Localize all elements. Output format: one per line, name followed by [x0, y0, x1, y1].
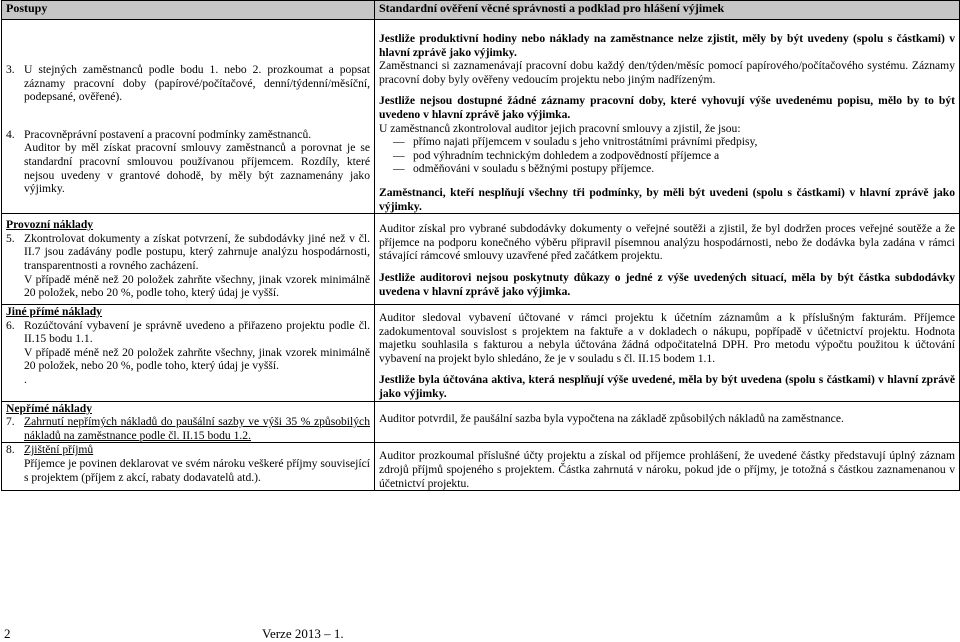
item-text: Příjemce je povinen deklarovat ve svém nároku veškeré příjmy související s projektem (příjem z akcí, rabaty dodavatelů atd.).	[24, 457, 370, 484]
item-number: 4.	[6, 127, 15, 141]
item-text: V případě méně než 20 položek zahrňte všechny, jinak vzorek minimálně 20 položek, nebo 20 %, podle toho, který údaj je vyšší.	[24, 345, 370, 373]
verification-text: Zaměstnanci si zaznamenávají pracovní dobu každý den/týden/měsíc pomocí papírového/počítačového systému. Záznamy pracovní doby byly ověřeny vedoucím projektu nebo jiným nadřízeným.	[379, 59, 955, 86]
left-cell-3-4	[2, 20, 375, 214]
item-dot: .	[24, 373, 27, 387]
procedures-table	[1, 0, 960, 491]
item-text: Auditor by měl získat pracovní smlouvy zaměstnanců a porovnat je se standardní pracovní smlouvou používanou příjemcem. Rozdíly, které nejsou uvedeny v grantové dohodě, by měly být zaznamenány jako výjimky.	[24, 141, 370, 196]
item-number: 8.	[6, 443, 15, 457]
item-title: Zjištění příjmů	[24, 443, 94, 457]
list-item	[6, 319, 370, 346]
bullet-item	[379, 149, 955, 163]
verification-text: Auditor získal pro vybrané subdodávky dokumenty o veřejné soutěži a zjistil, že byl dodržen proces veřejné soutěže a že příjemce na podporu konečného výběru připravil písemnou analýzu hospodárnosti, nebo že dodávka byla zadána v rámci stávající rámcové smlouvy uzavřené před začátkem projektu.	[379, 222, 955, 263]
verification-text: Auditor prozkoumal příslušné účty projektu a získal od příjemce prohlášení, že uvedené částky představují úplný záznam zdrojů příjmů spojeného s projektem. Částka zahrnutá v nároku, pokud jde o příjmy, je totožná s částkou zaznamenanou v účetnictví projektu.	[379, 449, 955, 490]
item-number: 5.	[6, 231, 15, 245]
table-row	[2, 20, 960, 214]
bullet-text: pod výhradním technickým dohledem a zodpovědností příjemce a	[413, 148, 720, 162]
table-row	[2, 401, 960, 443]
page-number: 2	[4, 626, 11, 641]
item-number: 6.	[6, 318, 15, 332]
left-cell-6	[2, 305, 375, 402]
right-cell-2	[375, 214, 960, 305]
item-title: Rozúčtování vybavení je správně uvedeno a přiřazeno projektu podle čl. II.15 bodu 1.1.	[24, 318, 370, 346]
list-item	[6, 232, 370, 273]
list-item	[6, 443, 370, 457]
left-cell-7	[2, 401, 375, 443]
header-procedures: Postupy	[2, 1, 375, 20]
exception-note: Jestliže nejsou dostupné žádné záznamy pracovní doby, které vyhovují výše uvedenému popisu, mělo by to být uvedeno v hlavní zprávě jako výjimka.	[379, 94, 955, 121]
exception-note: Jestliže produktivní hodiny nebo náklady na zaměstnance nelze zjistit, měly by být uvedeny (spolu s částkami) v hlavní zprávě jako výjimky.	[379, 32, 955, 59]
item-title: Zkontrolovat dokumenty a získat potvrzení, že subdodávky jiné než v čl. II.7 jsou zadávány podle postupu, který zahrnuje analýzu hospodárnosti, transparentnosti a rovného zacházení.	[24, 231, 370, 272]
header-verification: Standardní ověření věcné správnosti a podklad pro hlášení výjimek	[375, 1, 960, 20]
verification-text: U zaměstnanců zkontroloval auditor jejich pracovní smlouvy a zjistil, že jsou:	[379, 121, 741, 135]
verification-text: Auditor potvrdil, že paušální sazba byla vypočtena na základě způsobilých nákladů na zaměstnance.	[379, 411, 844, 425]
bullet-text: odměňováni v souladu s běžnými postupy příjemce.	[413, 162, 655, 176]
list-item	[6, 63, 370, 104]
right-cell-4	[375, 401, 960, 443]
right-cell-1	[375, 20, 960, 214]
left-cell-8	[2, 443, 375, 491]
exception-note: Jestliže byla účtována aktiva, která nesplňují výše uvedené, měla by být uvedena (spolu s částkami) v hlavní zprávě jako výjimky.	[379, 373, 955, 401]
item-number: 3.	[6, 63, 15, 76]
item-text: Zahrnutí nepřímých nákladů do paušální sazby ve výši 35 % způsobilých nákladů na zaměstnance podle čl. II.15 bodu 1.2.	[24, 415, 370, 442]
item-title: Pracovněprávní postavení a pracovní podmínky zaměstnanců.	[24, 127, 312, 141]
table-row	[2, 443, 960, 491]
table-row	[2, 214, 960, 305]
exception-note: Zaměstnanci, kteří nesplňují všechny tři podmínky, by měli být uvedeni (spolu s částkami) v hlavní zprávě jako výjimky.	[379, 185, 955, 213]
section-heading: Jiné přímé náklady	[6, 305, 102, 319]
table-row	[2, 305, 960, 402]
right-cell-3	[375, 305, 960, 402]
item-text: U stejných zaměstnanců podle bodu 1. nebo 2. prozkoumat a popsat záznamy pracovní doby (papírové/počítačové, denní/týdenní/měsíční, podepsané, ověřené).	[24, 63, 370, 104]
exception-note: Jestliže auditorovi nejsou poskytnuty důkazy o jedné z výše uvedených situací, měla by být částka subdodávky uvedena v hlavní zprávě jako výjimka.	[379, 270, 955, 298]
dash-icon: —	[393, 148, 405, 162]
page-footer	[0, 626, 960, 642]
verification-text: Auditor sledoval vybavení účtované v rámci projektu k účetním záznamům a k příslušným fakturám. Příjemce zadokumentoval souvislost s projektem na faktuře a v dokladech o nákupu, popřípadě v účetnictví projektu. Hodnota majetku souhlasila s fakturou a nebyla účtována žádná odpočitatelná DPH. Pro metodu výpočtu použitou k účtování vybavení na projekt bylo shledáno, že je v souladu s čl. II.15 bodem 1.1.	[379, 311, 955, 365]
list-item	[6, 415, 370, 442]
item-number: 7.	[6, 415, 15, 429]
bullet-item	[379, 135, 955, 149]
header-row	[2, 1, 960, 20]
bullet-item	[379, 162, 955, 176]
dash-icon: —	[393, 135, 405, 149]
left-cell-5	[2, 214, 375, 305]
dash-icon: —	[393, 162, 405, 176]
version-label: Verze 2013 – 1.	[262, 626, 344, 641]
item-text: V případě méně než 20 položek zahrňte všechny, jinak vzorek minimálně 20 položek, nebo 20 %, podle toho, který údaj je vyšší.	[24, 272, 370, 300]
list-item	[6, 128, 370, 142]
section-heading: Nepřímé náklady	[6, 401, 92, 415]
bullet-text: přímo najati příjemcem v souladu s jeho vnitrostátními právními předpisy,	[413, 135, 758, 149]
section-heading: Provozní náklady	[6, 218, 94, 232]
right-cell-5	[375, 443, 960, 491]
